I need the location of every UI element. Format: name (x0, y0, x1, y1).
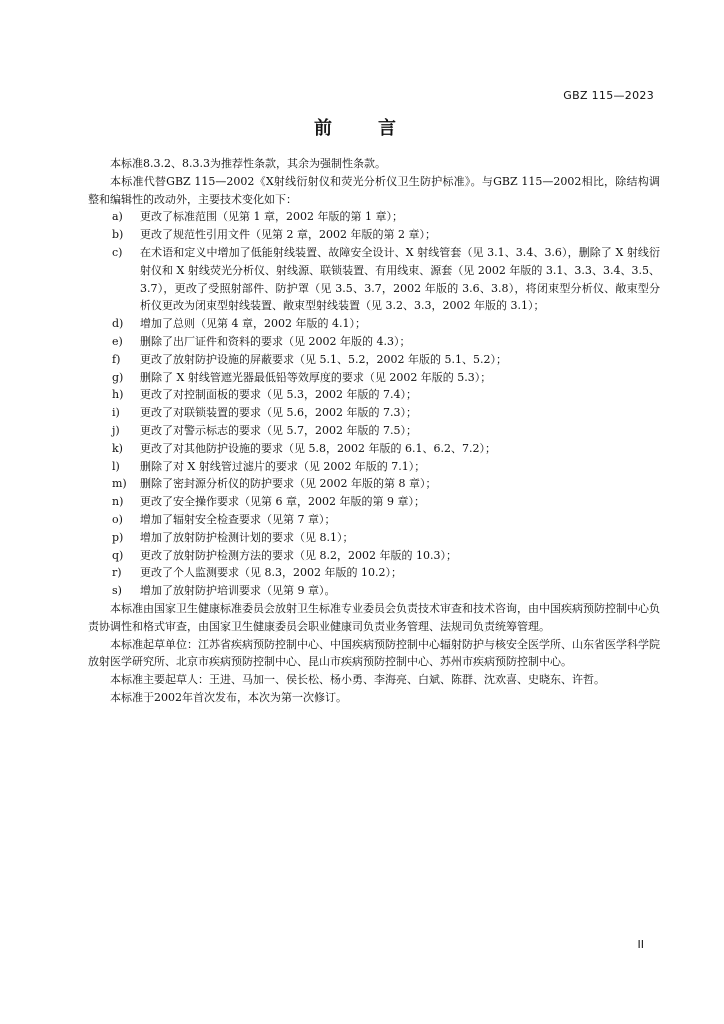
change-item (88, 315, 660, 333)
change-item-marker: o) (112, 512, 123, 526)
change-item (88, 386, 660, 404)
change-item-marker: e) (112, 334, 123, 348)
change-item-text: 增加了总则（见第 4 章，2002 年版的 4.1）； (140, 317, 366, 331)
change-item (88, 511, 660, 529)
change-item (88, 208, 660, 226)
change-item (88, 475, 660, 493)
closing-paragraph: 本标准主要起草人：王进、马加一、侯长松、杨小勇、李海亮、白斌、陈群、沈欢喜、史晓东、许哲。 (110, 673, 605, 687)
change-item-text: 更改了标准范围（见第 1 章，2002 年版的第 1 章）； (140, 210, 403, 224)
change-item-marker: g) (112, 370, 124, 384)
changes-list (88, 208, 660, 600)
change-item-marker: m) (112, 477, 127, 491)
change-item-text: 更改了规范性引用文件（见第 2 章，2002 年版的第 2 章）； (140, 228, 436, 242)
change-item-text: 删除了 X 射线管遮光器最低铅等效厚度的要求（见 2002 年版的 5.3）； (140, 370, 492, 384)
page-number: II (637, 938, 644, 951)
change-item-marker: i) (112, 406, 120, 420)
change-item (88, 582, 660, 600)
change-item-marker: h) (112, 388, 124, 402)
change-item-marker: j) (112, 423, 120, 437)
change-item (88, 244, 660, 315)
change-item-text: 删除了对 X 射线管过滤片的要求（见 2002 年版的 7.1）； (140, 459, 426, 473)
change-item (88, 440, 660, 458)
change-item (88, 493, 660, 511)
page-title: 前 言 (314, 118, 410, 139)
change-item-marker: q) (112, 548, 124, 562)
change-item-text: 删除了出厂证件和资料的要求（见 2002 年版的 4.3）； (140, 334, 411, 348)
change-item-marker: p) (112, 530, 124, 544)
change-item (88, 458, 660, 476)
document-body (88, 155, 660, 707)
change-item (88, 369, 660, 387)
closing-paragraph: 本标准于2002年首次发布，本次为第一次修订。 (110, 690, 347, 704)
change-item (88, 226, 660, 244)
change-item-marker: l) (112, 459, 120, 473)
change-item (88, 529, 660, 547)
change-item-text: 增加了放射防护培训要求（见第 9 章）。 (140, 584, 336, 598)
change-item-text: 更改了安全操作要求（见第 6 章，2002 年版的第 9 章）； (140, 495, 425, 509)
change-item-marker: a) (112, 210, 123, 224)
change-item-marker: f) (112, 352, 121, 366)
change-item-marker: s) (112, 584, 122, 598)
change-item-text: 更改了放射防护设施的屏蔽要求（见 5.1、5.2，2002 年版的 5.1、5.2）； (140, 352, 507, 366)
intro-paragraph: 本标准代替GBZ 115—2002《X射线衍射仪和荧光分析仪卫生防护标准》。与GBZ 115—2002相比，除结构调整和编辑性的改动外，主要技术变化如下： (88, 174, 660, 206)
change-item-text: 增加了放射防护检测计划的要求（见 8.1）； (140, 530, 354, 544)
change-item-text: 在术语和定义中增加了低能射线装置、故障安全设计、X 射线管套（见 3.1、3.4、3.6），删除了 X 射线衍射仪和 X 射线荧光分析仪、射线源、联锁装置、有用线束、源套（见 2002 年版的 3.1、3.3、3.4、3.5、3.7），更改了受照射部件、防护罩（见 3.5、3.7，2002 年版的 3.6、3.8），将闭束型分析仪、敞束型分析仪更改为闭束型射线装置、敞束型射线装置（见 3.2、3.3，2002 年版的 3.1）； (140, 245, 660, 313)
standard-code: GBZ 115—2023 (563, 89, 654, 102)
change-item-marker: n) (112, 495, 124, 509)
intro-paragraph: 本标准8.3.2、8.3.3为推荐性条款，其余为强制性条款。 (110, 157, 386, 170)
change-item-text: 更改了对控制面板的要求（见 5.3，2002 年版的 7.4）； (140, 388, 417, 402)
change-item-text: 更改了对联锁装置的要求（见 5.6，2002 年版的 7.3）； (140, 406, 417, 420)
change-item-text: 更改了放射防护检测方法的要求（见 8.2，2002 年版的 10.3）； (140, 548, 457, 562)
change-item-text: 删除了密封源分析仪的防护要求（见 2002 年版的第 8 章）； (140, 477, 437, 491)
change-item (88, 564, 660, 582)
change-item (88, 351, 660, 369)
change-item (88, 422, 660, 440)
change-item-marker: d) (112, 317, 124, 331)
change-item-marker: r) (112, 566, 122, 580)
change-item (88, 333, 660, 351)
change-item-text: 更改了对其他防护设施的要求（见 5.8，2002 年版的 6.1、6.2、7.2）； (140, 441, 496, 455)
change-item-marker: k) (112, 441, 123, 455)
change-item-text: 增加了辐射安全检查要求（见第 7 章）； (140, 512, 336, 526)
change-item-marker: c) (112, 245, 123, 259)
closing-paragraph: 本标准起草单位：江苏省疾病预防控制中心、中国疾病预防控制中心辐射防护与核安全医学所、山东省医学科学院放射医学研究所、北京市疾病预防控制中心、昆山市疾病预防控制中心、苏州市疾病预防控制中心。 (88, 637, 660, 669)
change-item-marker: b) (112, 228, 124, 242)
change-item (88, 404, 660, 422)
change-item (88, 547, 660, 565)
change-item-text: 更改了对警示标志的要求（见 5.7，2002 年版的 7.5）； (140, 423, 417, 437)
change-item-text: 更改了个人监测要求（见 8.3，2002 年版的 10.2）； (140, 566, 402, 580)
closing-paragraph: 本标准由国家卫生健康标准委员会放射卫生标准专业委员会负责技术审查和技术咨询，由中国疾病预防控制中心负责协调性和格式审查，由国家卫生健康委员会职业健康司负责业务管理、法规司负责统筹管理。 (88, 601, 660, 633)
